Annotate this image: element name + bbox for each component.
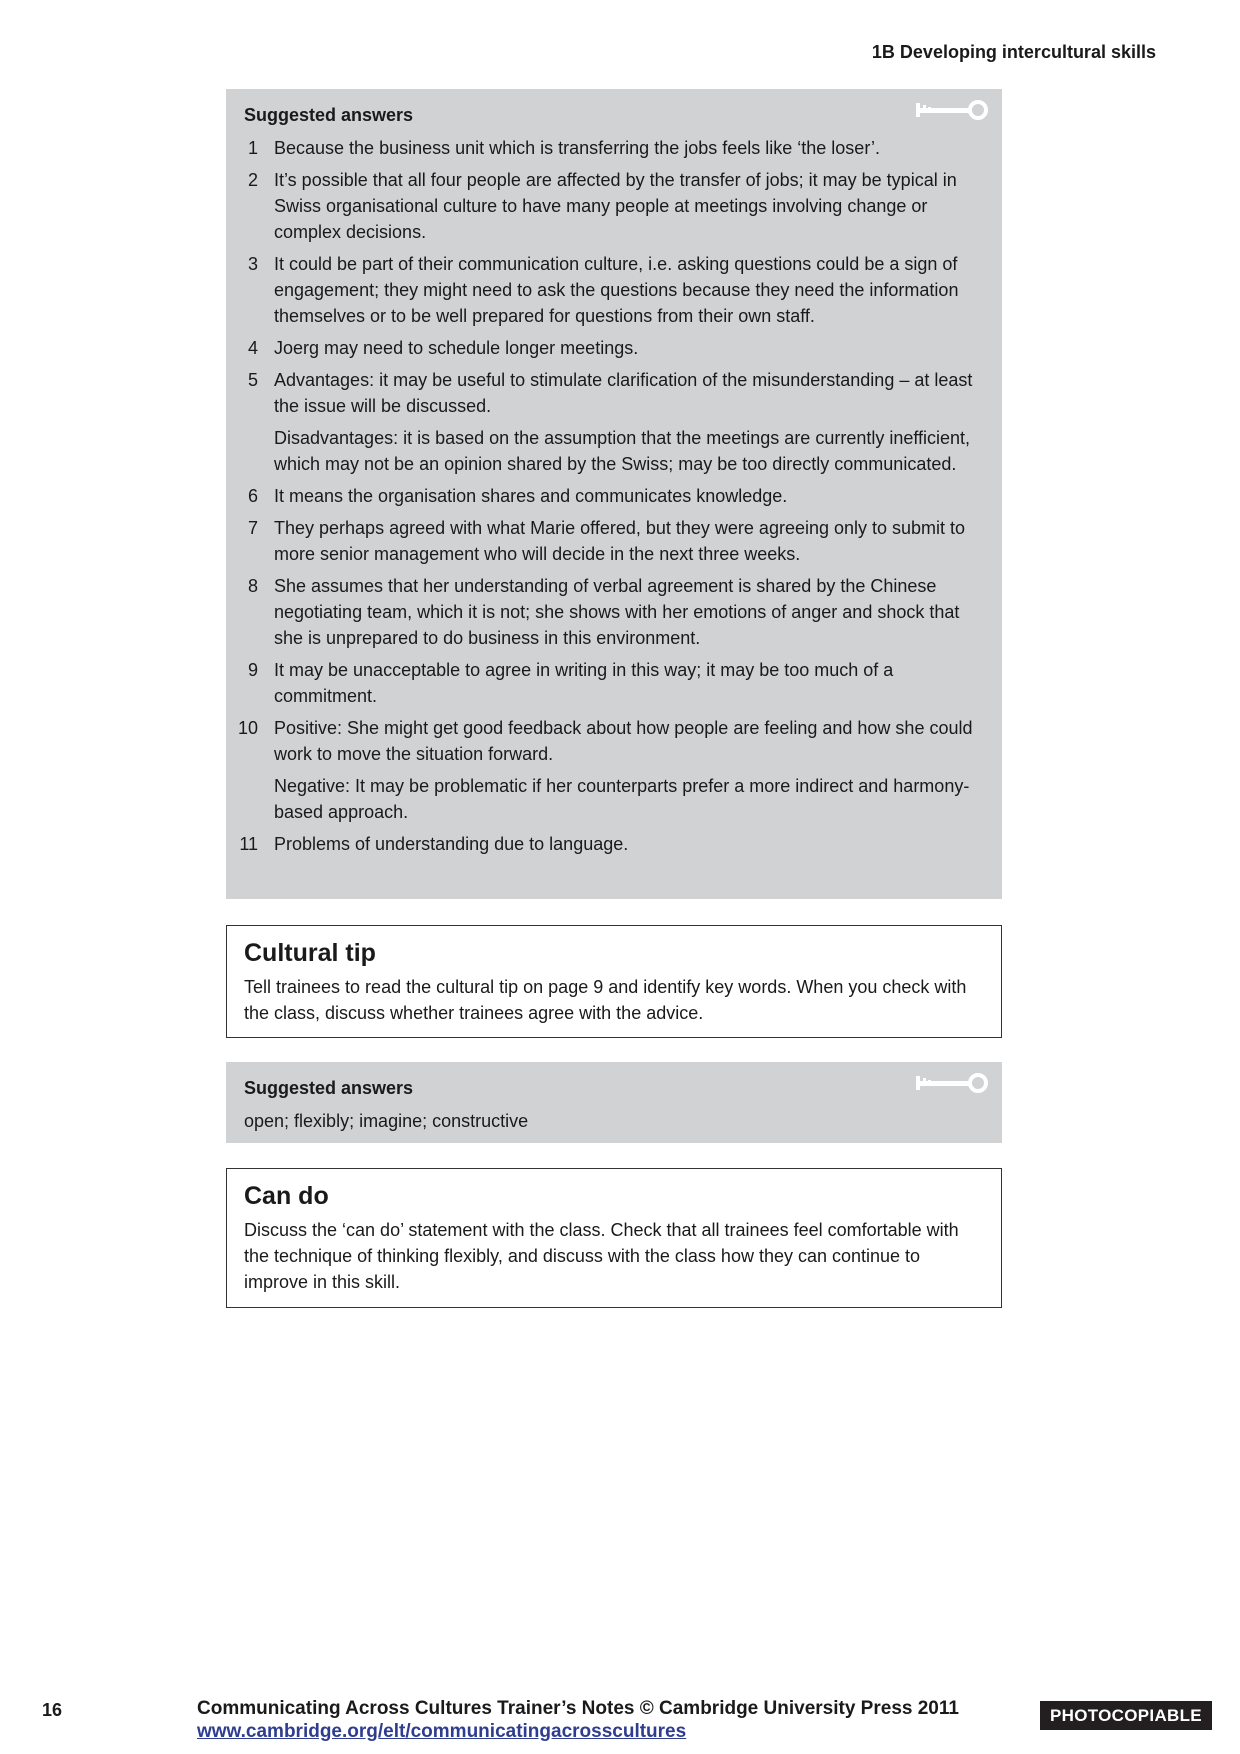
answer-item xyxy=(237,715,990,825)
key-icon xyxy=(914,99,990,123)
answer-item xyxy=(244,251,990,329)
suggested-answers-heading: Suggested answers xyxy=(244,105,414,125)
footer-credit: Communicating Across Cultures Trainer’s Notes © Cambridge University Press 2011 xyxy=(197,1698,959,1719)
answer-text: It may be unacceptable to agree in writing in this way; it may be too much of a commitment. xyxy=(274,660,894,706)
answer-item xyxy=(244,483,990,509)
answer-item xyxy=(244,515,990,567)
answer-number: 11 xyxy=(239,834,258,854)
answer-number: 9 xyxy=(247,660,258,680)
answer-item xyxy=(244,167,990,245)
answer-number: 6 xyxy=(247,486,258,506)
answer-number: 5 xyxy=(247,370,258,390)
answer-item xyxy=(244,367,990,477)
suggested-answers-text: open; flexibly; imagine; constructive xyxy=(244,1111,529,1131)
can-do-box xyxy=(226,1168,1002,1308)
answer-text: Negative: It may be problematic if her counterparts prefer a more indirect and harmony-based approach. xyxy=(274,776,970,822)
page-number: 16 xyxy=(42,1700,63,1720)
answer-item xyxy=(244,657,990,709)
can-do-body: Discuss the ‘can do’ statement with the class. Check that all trainees feel comfortable with the technique of thinking flexibly, and discuss with the class how they can continue to improve in this skill. xyxy=(244,1220,959,1292)
answer-item xyxy=(239,831,990,857)
answers-list xyxy=(237,135,990,857)
photocopiable-badge: PHOTOCOPIABLE xyxy=(1040,1701,1212,1730)
cultural-tip-title: Cultural tip xyxy=(244,939,376,967)
answer-item xyxy=(244,135,990,161)
answer-text: Because the business unit which is transferring the jobs feels like ‘the loser’. xyxy=(274,138,880,158)
answer-text: They perhaps agreed with what Marie offered, but they were agreeing only to submit to more senior management who will decide in the next three weeks. xyxy=(274,518,966,564)
answer-text: It’s possible that all four people are affected by the transfer of jobs; it may be typical in Swiss organisational culture to have many people at meetings involving change or complex decisions. xyxy=(274,170,957,242)
suggested-answers-box xyxy=(226,89,1002,899)
answer-number: 2 xyxy=(247,170,258,190)
answer-text: She assumes that her understanding of verbal agreement is shared by the Chinese negotiating team, which it is not; she shows with her emotions of anger and shock that she is unprepared to do business in this environment. xyxy=(274,576,960,648)
footer-url-link[interactable]: www.cambridge.org/elt/communicatingacrosscultures xyxy=(197,1721,687,1742)
can-do-title: Can do xyxy=(244,1182,329,1210)
answer-text: Positive: She might get good feedback about how people are feeling and how she could work to move the situation forward. xyxy=(274,718,973,764)
answer-item xyxy=(244,335,990,361)
cultural-tip-box xyxy=(226,925,1002,1038)
answer-number: 8 xyxy=(247,576,258,596)
answer-text: It could be part of their communication culture, i.e. asking questions could be a sign of engagement; they might need to ask the questions because they need the information themselves or to be well prepared for questions from their own staff. xyxy=(274,254,959,326)
answer-number: 7 xyxy=(247,518,258,538)
answer-text: Advantages: it may be useful to stimulate clarification of the misunderstanding – at least the issue will be discussed. xyxy=(274,370,973,416)
key-icon xyxy=(914,1072,990,1096)
answer-number: 4 xyxy=(247,338,258,358)
answer-number: 10 xyxy=(237,718,258,738)
suggested-answers-box-2 xyxy=(226,1062,1002,1143)
answer-number: 3 xyxy=(247,254,258,274)
answer-number: 1 xyxy=(247,138,258,158)
cultural-tip-body: Tell trainees to read the cultural tip on page 9 and identify key words. When you check with the class, discuss whether trainees agree with the advice. xyxy=(244,977,967,1023)
suggested-answers-heading-2: Suggested answers xyxy=(244,1078,414,1098)
section-title: 1B Developing intercultural skills xyxy=(871,42,1156,62)
answer-item xyxy=(244,573,990,651)
answer-text: Joerg may need to schedule longer meetings. xyxy=(274,338,639,358)
answer-text: Disadvantages: it is based on the assumption that the meetings are currently inefficient, which may not be an opinion shared by the Swiss; may be too directly communicated. xyxy=(274,428,971,474)
answer-text: Problems of understanding due to language. xyxy=(274,834,629,854)
answer-text: It means the organisation shares and communicates knowledge. xyxy=(274,486,788,506)
